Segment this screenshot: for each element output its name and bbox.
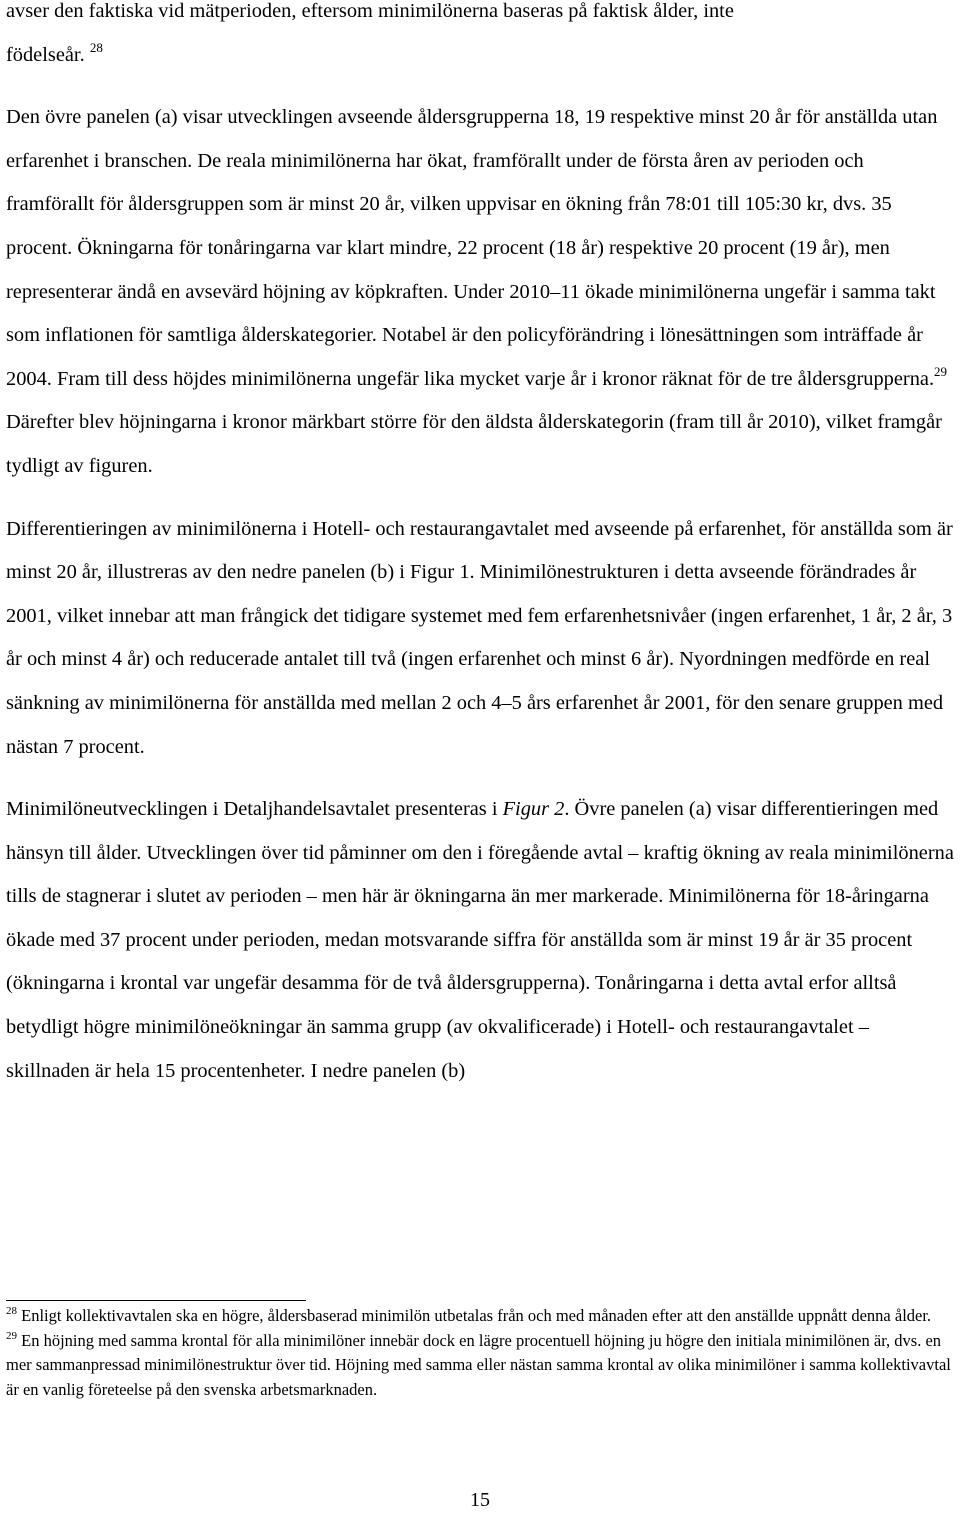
- paragraph-line: födelseår.: [6, 43, 85, 66]
- footnote-29: [6, 1329, 956, 1403]
- paragraph-text: . Övre panelen (a) visar differentieringen med hänsyn till ålder. Utvecklingen över tid påminner om den i föregående avtal – kraftig ökning av reala minimilönerna tills de stagnerar i slutet av perioden – men här är ökningarna än mer markerade. Minimilönerna för 18-åringarna ökade med 37 procent under perioden, medan motsvarande siffra för anställda som är minst 19 år är 35 procent (ökningarna i krontal var ungefär desamma för de två åldersgrupperna). Tonåringarna i detta avtal erfor alltså betydligt högre minimilöneökningar än samma grupp (av okvalificerade) i Hotell- och restaurangavtalet – skillnaden är hela 15 procentenheter. I nedre panelen (b): [6, 798, 954, 1082]
- footnote-28: [6, 1304, 956, 1329]
- paragraph-text: Därefter blev höjningarna i kronor märkbart större för den äldsta ålderskategorin (fram till år 2010), vilket framgår tydligt av figuren.: [6, 411, 942, 477]
- footnote-reference: 28: [89, 39, 103, 55]
- footnote-text: Enligt kollektivavtalen ska en högre, åldersbaserad minimilön utbetalas från och med månaden efter att den anställde uppnått denna ålder.: [21, 1306, 932, 1325]
- page-number: 15: [470, 1489, 490, 1511]
- footnote-separator: [6, 1300, 306, 1301]
- footnote-text: En höjning med samma krontal för alla minimilöner innebär dock en lägre procentuell höjning ju högre den initiala minimilönen är, dvs. en mer sammanpressad minimilönestruktur över tid. Höjning med samma eller nästan samma krontal av olika minimilöner i samma kollektivavtal är en vanlig företeelse på den svenska arbetsmarknaden.: [6, 1330, 951, 1399]
- figure-reference: Figur 2: [502, 798, 565, 821]
- paragraph-experience: [6, 508, 956, 770]
- footnote-reference: 29: [934, 363, 948, 379]
- paragraph-age-groups: [6, 96, 956, 488]
- footnote-number: 28: [6, 1305, 17, 1317]
- footnote-number: 29: [6, 1329, 17, 1342]
- paragraph-text: Differentieringen av minimilönerna i Hotell- och restaurangavtalet med avseende på erfarenhet, för anställda som är minst 20 år, illustreras av den nedre panelen (b) i Figur 1. Minimilönestrukturen i detta avseende förändrades år 2001, vilket innebar att man frångick det tidigare systemet med fem erfarenhetsnivåer (ingen erfarenhet, 1 år, 2 år, 3 år och minst 4 år) och reducerade antalet till två (ingen erfarenhet och minst 6 år). Nyordningen medförde en real sänkning av minimilönerna för anställda med mellan 2 och 4–5 års erfarenhet år 2001, för den senare gruppen med nästan 7 procent.: [6, 517, 953, 758]
- paragraph-text: Minimilöneutvecklingen i Detaljhandelsavtalet presenteras i: [6, 798, 503, 821]
- paragraph-text: Den övre panelen (a) visar utvecklingen avseende åldersgrupperna 18, 19 respektive minst 20 år för anställda utan erfarenhet i branschen. De reala minimilönerna har ökat, framförallt under de första åren av perioden och framförallt för åldersgruppen som är minst 20 år, vilken uppvisar en ökning från 78:01 till 105:30 kr, dvs. 35 procent. Ökningarna för tonåringarna var klart mindre, 22 procent (18 år) respektive 20 procent (19 år), men representerar ändå en avsevärd höjning av köpkraften. Under 2010–11 ökade minimilönerna ungefär i samma takt som inflationen för samtliga ålderskategorier. Notabel är den policyförändring i lönesättningen som inträffade år 2004. Fram till dess höjdes minimilönerna ungefär lika mycket varje år i kronor räknat för de tre åldersgrupperna.: [6, 106, 938, 390]
- paragraph-line: avser den faktiska vid mätperioden, eftersom minimilönerna baseras på faktisk ålder, inte: [6, 0, 734, 22]
- body-text: [6, 0, 956, 1093]
- footnotes: [6, 1300, 956, 1402]
- paragraph-continued: [6, 0, 956, 77]
- paragraph-retail: [6, 788, 956, 1093]
